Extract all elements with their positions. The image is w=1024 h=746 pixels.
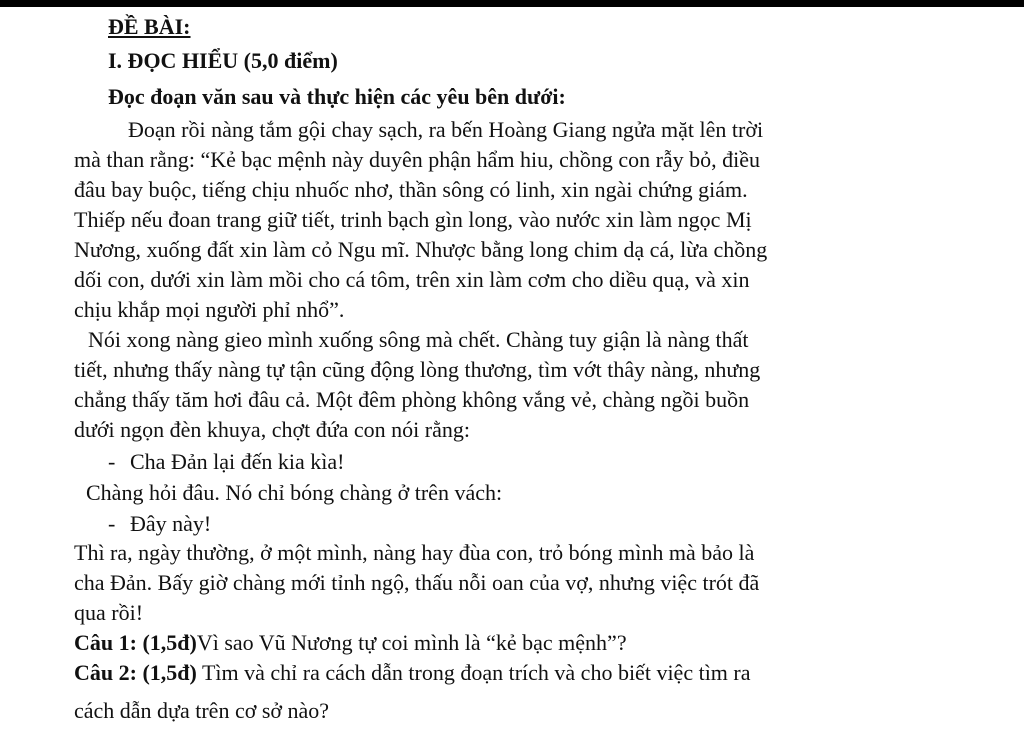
- section-heading: I. ĐỌC HIỂU (5,0 điểm): [108, 48, 338, 73]
- passage-line: cha Đản. Bấy giờ chàng mới tỉnh ngộ, thấu nỗi oan của vợ, nhưng việc trót đã: [74, 570, 760, 595]
- dialogue-text: Cha Đản lại đến kia kìa!: [130, 449, 345, 474]
- passage-line: dưới ngọn đèn khuya, chợt đứa con nói rằng:: [74, 417, 470, 442]
- passage-line: dối con, dưới xin làm mồi cho cá tôm, trên xin làm cơm cho diều quạ, và xin: [74, 267, 750, 292]
- dialogue-dash: -: [108, 449, 116, 474]
- passage-line: qua rồi!: [74, 600, 144, 625]
- dialogue-line: [108, 511, 211, 537]
- passage-line: Đoạn rồi nàng tắm gội chay sạch, ra bến Hoàng Giang ngửa mặt lên trời: [128, 117, 764, 142]
- question-2-continuation: cách dẫn dựa trên cơ sở nào?: [74, 698, 330, 723]
- narration-line: Chàng hỏi đâu. Nó chỉ bóng chàng ở trên vách:: [86, 480, 503, 505]
- question-1: [74, 630, 627, 656]
- passage-line: Nói xong nàng gieo mình xuống sông mà chết. Chàng tuy giận là nàng thất: [88, 327, 749, 352]
- passage-line: Nương, xuống đất xin làm cỏ Ngu mĩ. Nhược bằng long chim dạ cá, lừa chồng: [74, 237, 768, 262]
- passage-line: mà than rằng: “Kẻ bạc mệnh này duyên phận hẩm hiu, chồng con rẫy bỏ, điều: [74, 147, 761, 172]
- reading-instruction: Đọc đoạn văn sau và thực hiện các yêu bên dưới:: [108, 84, 566, 109]
- passage-line: Thì ra, ngày thường, ở một mình, nàng hay đùa con, trỏ bóng mình mà bảo là: [74, 540, 755, 565]
- question-text: Tìm và chỉ ra cách dẫn trong đoạn trích và cho biết việc tìm ra: [196, 660, 751, 685]
- dialogue-text: Đây này!: [130, 511, 212, 536]
- passage-line: Thiếp nếu đoan trang giữ tiết, trinh bạch gìn long, vào nước xin làm ngọc Mị: [74, 207, 752, 232]
- passage-line: chẳng thấy tăm hơi đâu cả. Một đêm phòng không vắng vẻ, chàng ngồi buồn: [74, 387, 750, 412]
- dialogue-line: [108, 449, 344, 475]
- passage-line: chịu khắp mọi người phỉ nhổ”.: [74, 297, 345, 322]
- question-label: Câu 2: (1,5đ): [74, 660, 197, 685]
- question-text: Vì sao Vũ Nương tự coi mình là “kẻ bạc mệnh”?: [196, 630, 627, 655]
- question-2: [74, 660, 751, 686]
- passage-line: đâu bay buộc, tiếng chịu nhuốc nhơ, thần sông có linh, xin ngài chứng giám.: [74, 177, 748, 202]
- exam-title: ĐỀ BÀI:: [108, 14, 191, 39]
- passage-line: tiết, nhưng thấy nàng tự tận cũng động lòng thương, tìm vớt thây nàng, nhưng: [74, 357, 761, 382]
- question-label: Câu 1: (1,5đ): [74, 630, 197, 655]
- dialogue-dash: -: [108, 511, 116, 536]
